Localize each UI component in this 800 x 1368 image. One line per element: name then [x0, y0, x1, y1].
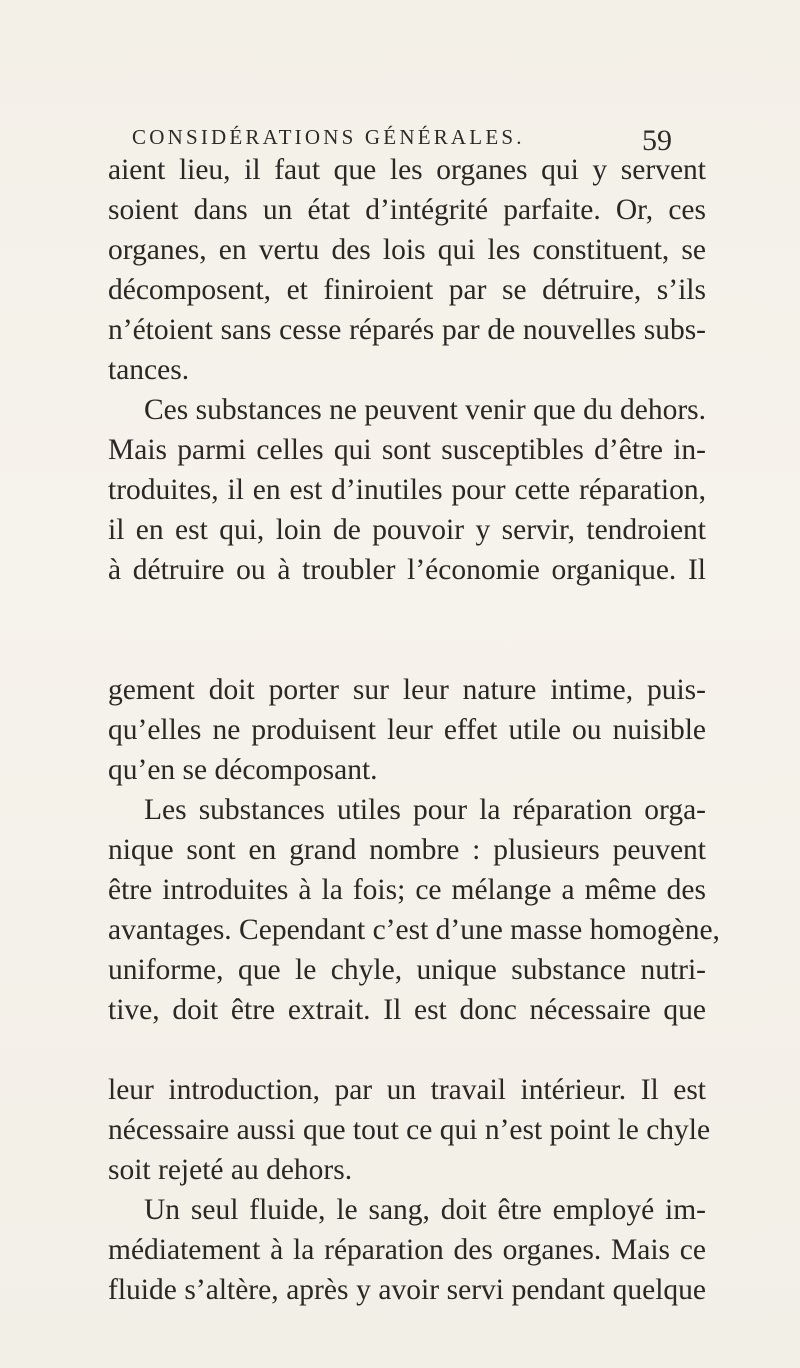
text-line: tances. — [108, 354, 190, 386]
text-line: être introduites à la fois; ce mélange a même des — [108, 874, 706, 906]
text-line: il en est qui, loin de pouvoir y servir, tendroient — [108, 514, 706, 546]
text-line: Mais parmi celles qui sont susceptibles d’être in- — [108, 434, 706, 466]
text-line: à détruire ou à troubler l’économie organique. Il — [108, 554, 706, 586]
text-line: médiatement à la réparation des organes. Mais ce — [108, 1234, 706, 1266]
text-line: n’étoient sans cesse réparés par de nouvelles subs- — [108, 314, 706, 346]
body-text — [108, 150, 720, 1310]
text-line: nécessaire aussi que tout ce qui n’est point le chyle — [108, 1114, 711, 1146]
text-line-with-italic — [108, 630, 706, 670]
text-line-with-italic — [108, 1030, 706, 1070]
text-line: organes, en vertu des lois qui les constituent, se — [108, 234, 706, 266]
text-line-with-italic — [108, 590, 706, 630]
running-head — [132, 118, 672, 157]
running-title: CONSIDÉRATIONS GÉNÉRALES. — [132, 125, 525, 149]
paragraph-start-line: Les substances utiles pour la réparation orga- — [144, 794, 706, 826]
text-line: aient lieu, il faut que les organes qui y servent — [108, 154, 706, 186]
text-line: troduites, il en est d’inutiles pour cette réparation, — [108, 474, 706, 506]
text-line: leur introduction, par un travail intérieur. Il est — [108, 1074, 706, 1106]
text-line: gement doit porter sur leur nature intime, puis- — [108, 674, 706, 706]
text-line: soient dans un état d’intégrité parfaite. Or, ces — [108, 194, 706, 226]
page-number: 59 — [642, 124, 672, 157]
paragraph-start-line: Ces substances ne peuvent venir que du dehors. — [144, 394, 706, 426]
text-line: qu’en se décomposant. — [108, 754, 378, 786]
paragraph-start-line: Un seul fluide, le sang, doit être employé im- — [144, 1194, 706, 1226]
text-line: uniforme, que le chyle, unique substance nutri- — [108, 954, 706, 986]
text-line: qu’elles ne produisent leur effet utile ou nuisible — [108, 714, 706, 746]
text-line: fluide s’altère, après y avoir servi pendant quelque — [108, 1274, 706, 1306]
text-line: avantages. Cependant c’est d’une masse homogène, — [108, 914, 720, 946]
text-line: nique sont en grand nombre : plusieurs peuvent — [108, 834, 706, 866]
text-line: soit rejeté au dehors. — [108, 1154, 353, 1186]
text-line: tive, doit être extrait. Il est donc nécessaire que — [108, 994, 706, 1026]
text-line: décomposent, et finiroient par se détruire, s’ils — [108, 274, 706, 306]
